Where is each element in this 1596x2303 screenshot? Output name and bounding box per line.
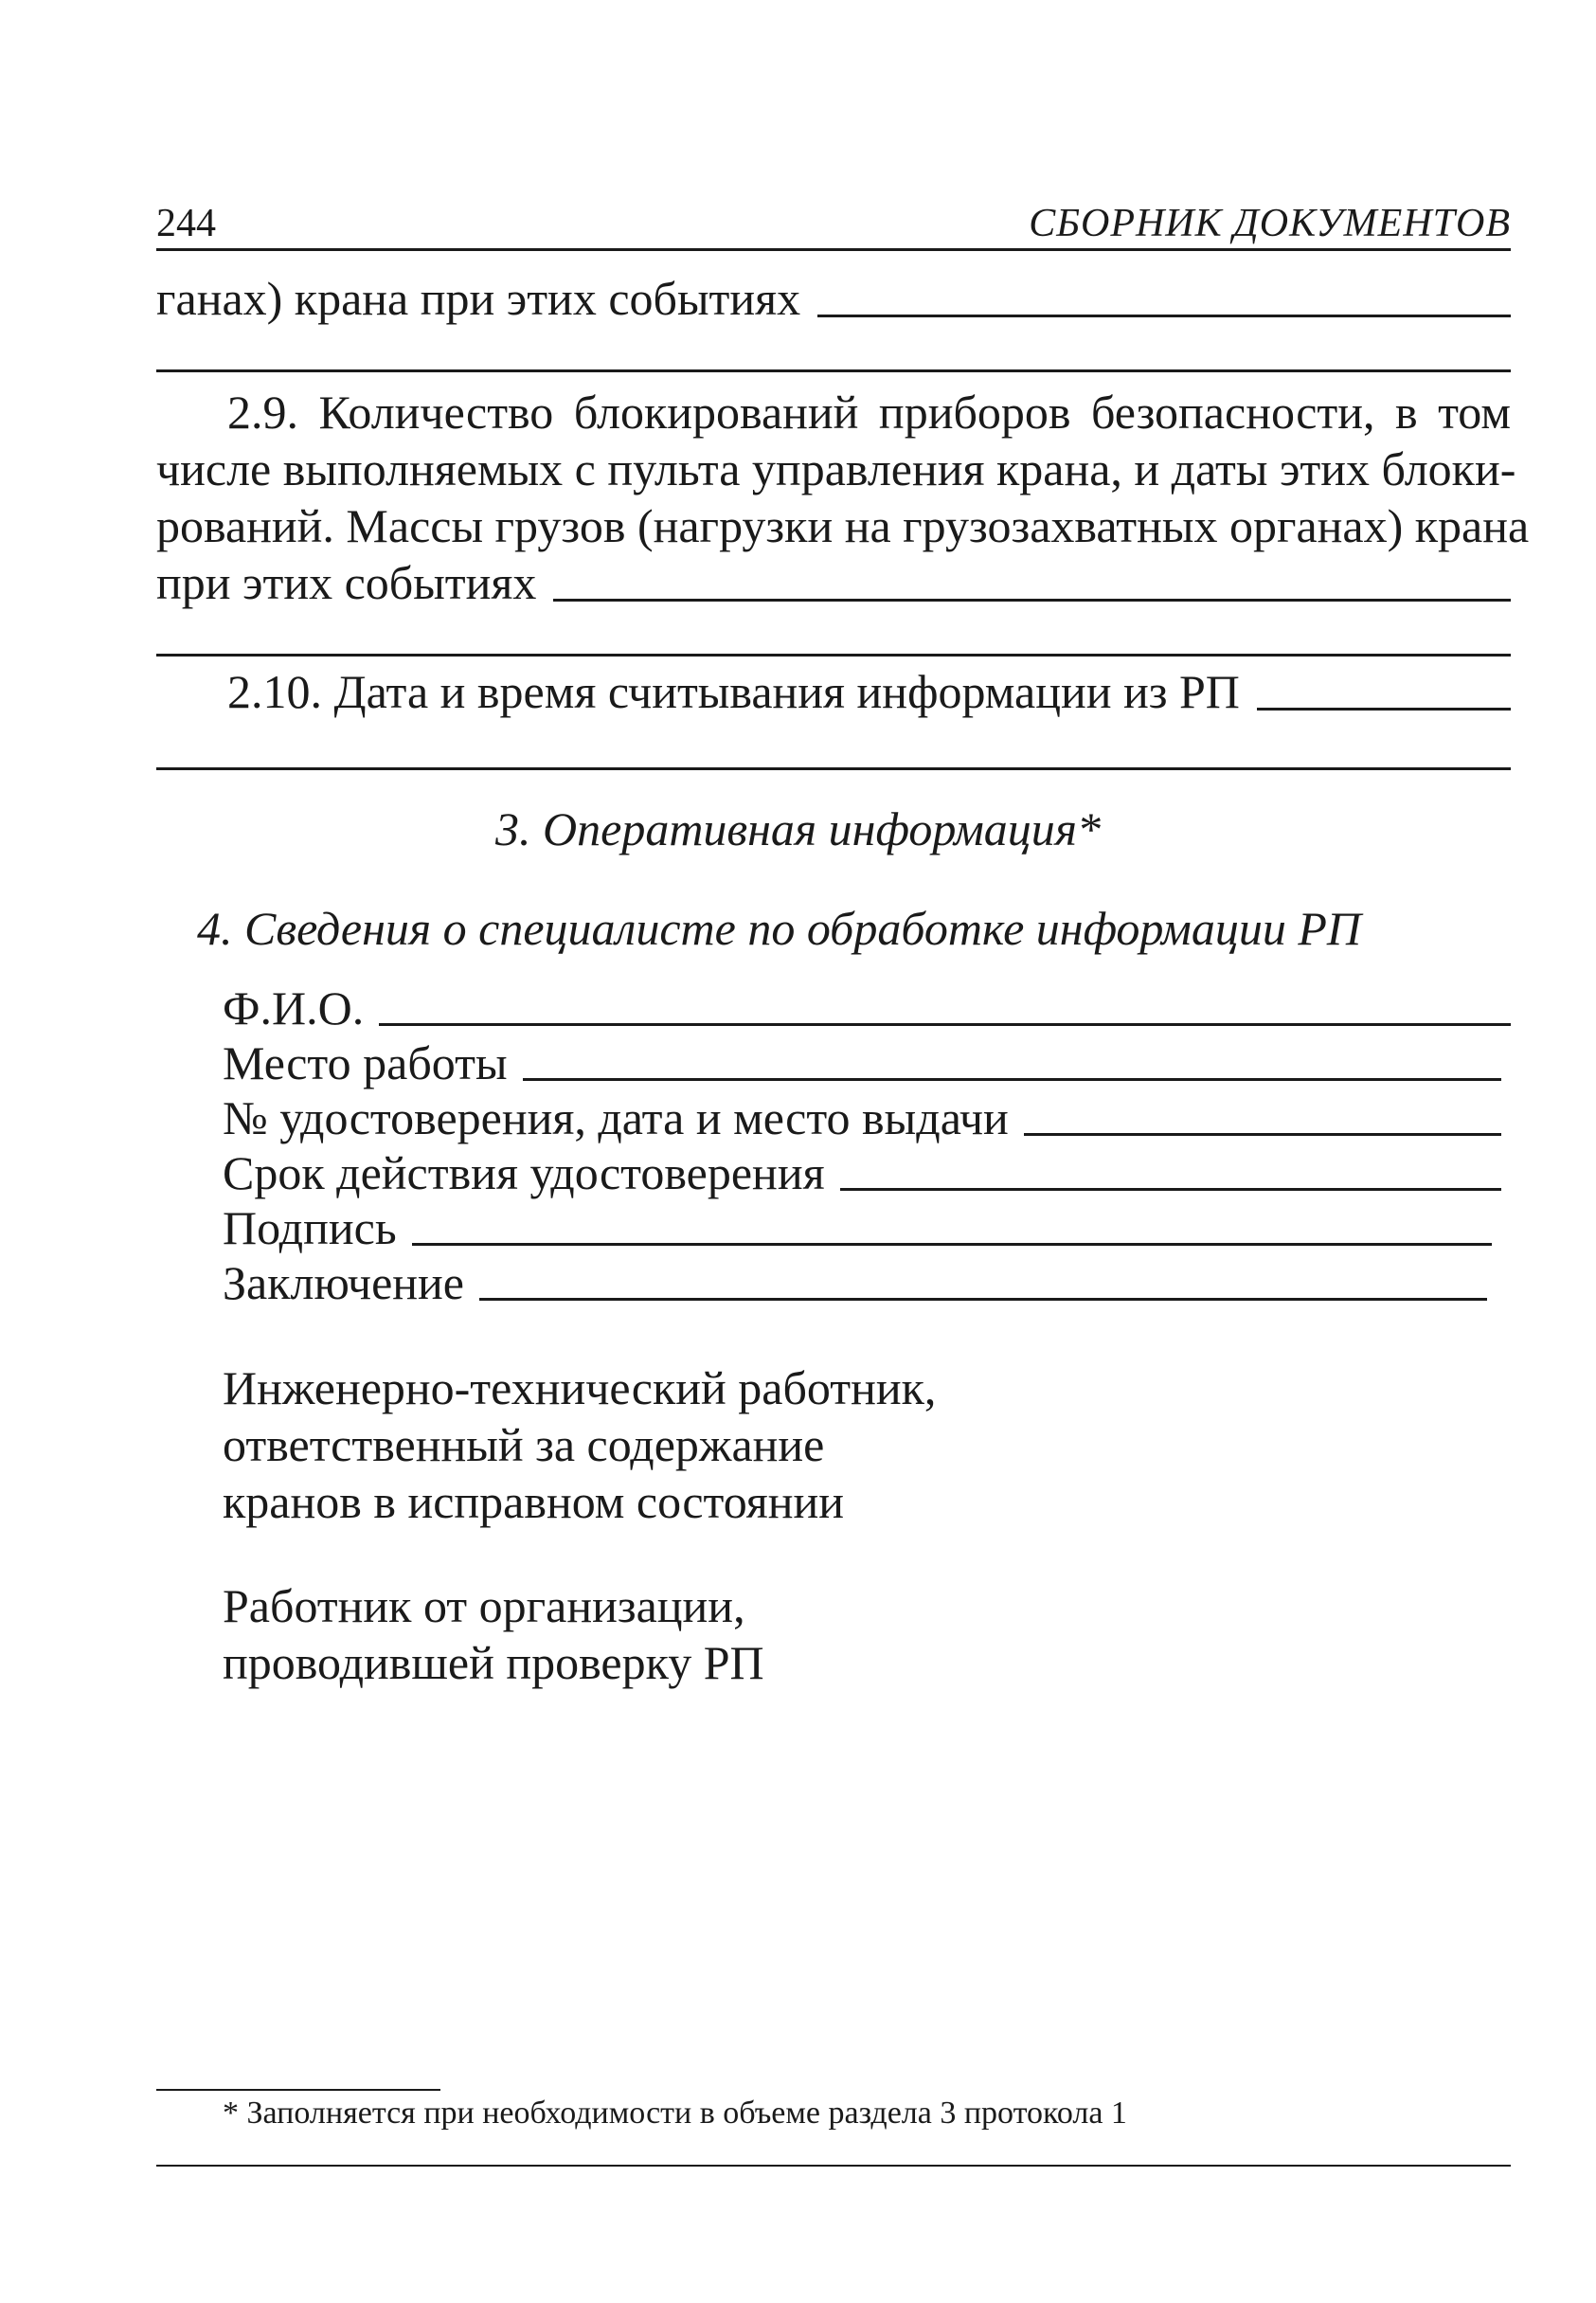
continuation-line — [156, 270, 1511, 327]
certificate-field[interactable] — [1024, 1133, 1501, 1136]
running-title: СБОРНИК ДОКУМЕНТОВ — [1029, 202, 1511, 245]
bottom-divider — [156, 2165, 1511, 2167]
continuation-text: ганах) крана при этих событиях — [156, 272, 801, 325]
certificate-label: № удостоверения, дата и место выдачи — [223, 1091, 1009, 1144]
blank-line[interactable] — [156, 654, 1511, 657]
inspector-signatory: Работник от организации, проводившей проверку РП — [223, 1579, 764, 1689]
conclusion-label: Заключение — [223, 1256, 464, 1309]
conclusion-row — [223, 1255, 1487, 1310]
blank-field[interactable] — [553, 599, 1511, 602]
item-2-9-line3: рований. Массы грузов (нагрузки на грузозахватных органах) крана — [156, 499, 1530, 552]
blank-field[interactable] — [817, 315, 1511, 317]
section-3-heading: 3. Оперативная информация* — [495, 802, 1101, 855]
page-header — [156, 189, 1511, 251]
validity-label: Срок действия удостоверения — [223, 1146, 825, 1199]
signature-label: Подпись — [223, 1201, 397, 1254]
footnote: * Заполняется при необходимости в объеме раздела 3 протокола 1 — [223, 2096, 1127, 2131]
engineer-signatory: Инженерно-технический работник, ответственный за содержание кранов в исправном состоянии — [223, 1361, 937, 1528]
workplace-field[interactable] — [523, 1078, 1501, 1081]
item-2-9-line4: при этих событиях — [156, 554, 1511, 611]
conclusion-field[interactable] — [479, 1298, 1487, 1301]
workplace-row — [223, 1035, 1501, 1090]
page-number: 244 — [156, 202, 216, 245]
blank-line[interactable] — [156, 767, 1511, 770]
item-2-9-line1: 2.9. Количество блокирований приборов безопасности, в том — [227, 386, 1511, 439]
item-2-10: 2.10. Дата и время считывания информации из РП — [156, 663, 1511, 720]
footnote-divider — [156, 2089, 440, 2091]
workplace-label: Место работы — [223, 1036, 508, 1089]
blank-field[interactable] — [1257, 708, 1511, 711]
fio-field[interactable] — [379, 1023, 1511, 1026]
fio-row — [223, 981, 1511, 1035]
validity-field[interactable] — [840, 1188, 1501, 1191]
signature-row — [223, 1200, 1492, 1255]
validity-row — [223, 1145, 1501, 1200]
certificate-row — [223, 1090, 1501, 1145]
blank-line[interactable] — [156, 369, 1511, 372]
item-2-9-line2: числе выполняемых с пульта управления крана, и даты этих блоки- — [156, 442, 1516, 495]
signature-field[interactable] — [412, 1243, 1492, 1246]
fio-label: Ф.И.О. — [223, 981, 365, 1035]
section-4-heading: 4. Сведения о специалисте по обработке информации РП — [197, 902, 1361, 955]
